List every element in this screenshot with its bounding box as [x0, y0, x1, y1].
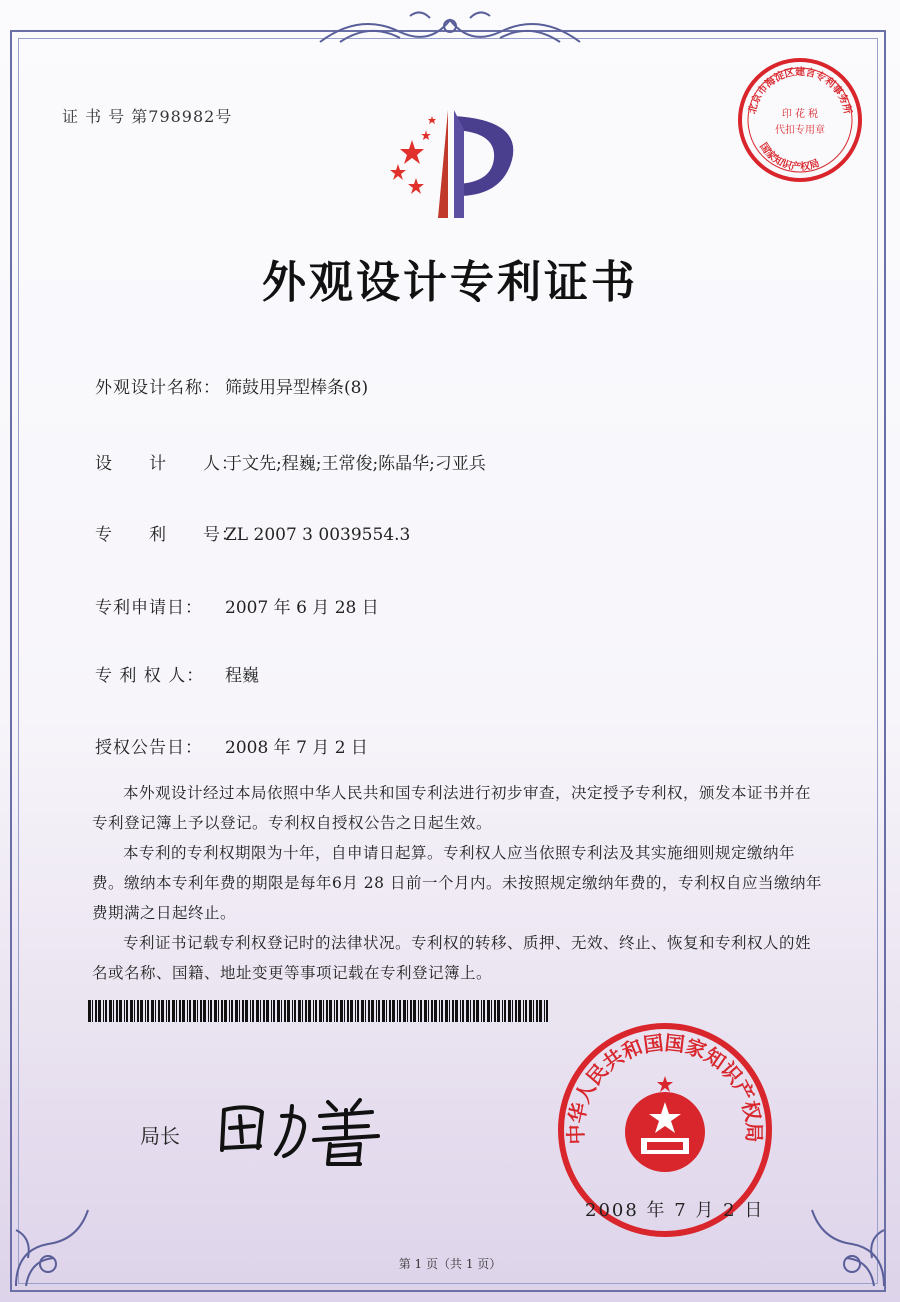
designer-label: 设 计 人： [95, 454, 239, 474]
certificate-title: 外观设计专利证书 [262, 257, 638, 308]
corner-ornament-icon [802, 1200, 892, 1290]
certificate-number: 证 书 号 第798982号 [62, 107, 233, 126]
patent-number-label: 专 利 号： [95, 525, 239, 545]
patent-number-row [95, 520, 410, 545]
grant-date-value: 2008 年 7 月 2 日 [225, 738, 368, 758]
svg-text:北京市海淀区建言专利事务所: 北京市海淀区建言专利事务所 [747, 66, 853, 116]
body-paragraph: 本外观设计经过本局依照中华人民共和国专利法进行初步审查，决定授予专利权，颁发本证书并在专利登记簿上予以登记。专利权自授权公告之日起生效。 [92, 784, 812, 832]
tax-stamp-seal [735, 55, 865, 185]
page-number: 第 1 页（共 1 页） [398, 1257, 502, 1271]
patentee-value: 程巍 [225, 666, 259, 686]
patent-office-logo-icon [372, 100, 532, 220]
design-name-label: 外观设计名称： [95, 378, 221, 398]
svg-text:印 花 税: 印 花 税 [781, 109, 819, 120]
application-date-label: 专利申请日： [95, 598, 203, 618]
director-label: 局长 [140, 1124, 180, 1148]
designer-row [95, 449, 486, 474]
body-paragraph: 本专利的专利权期限为十年，自申请日起算。专利权人应当依照专利法及其实施细则规定缴纳年费。缴纳本专利年费的期限是每年6月 28 日前一个月内。未按照规定缴纳年费的，专利权自应当缴纳年费期满之日起终止。 [92, 844, 822, 922]
director-signature [210, 1080, 410, 1170]
grant-date-label: 授权公告日： [95, 738, 203, 758]
application-date-value: 2007 年 6 月 28 日 [225, 598, 379, 618]
barcode [88, 1000, 553, 1022]
patent-number-value: ZL 2007 3 0039554.3 [225, 525, 411, 545]
svg-text:代扣专用章: 代扣专用章 [775, 125, 825, 136]
certificate-body [92, 778, 822, 988]
svg-text:中华人民共和国国家知识产权局: 中华人民共和国国家知识产权局 [563, 1030, 767, 1145]
svg-text:国家知识产权局: 国家知识产权局 [757, 141, 822, 174]
top-ornament-icon [300, 6, 600, 52]
design-name-row [95, 373, 368, 398]
issue-date: 2008 年 7 月 2 日 [585, 1200, 765, 1221]
design-name-value: 筛鼓用异型棒条(8) [225, 378, 369, 398]
patentee-row [95, 661, 259, 686]
patentee-label: 专 利 权 人： [95, 666, 205, 686]
body-paragraph: 专利证书记载专利权登记时的法律状况。专利权的转移、质押、无效、终止、恢复和专利权人的姓名或名称、国籍、地址变更等事项记载在专利登记簿上。 [92, 934, 812, 982]
grant-date-row [95, 733, 368, 758]
designer-value: 于文先;程巍;王常俊;陈晶华;刁亚兵 [225, 454, 486, 474]
application-date-row [95, 593, 379, 618]
corner-ornament-icon [8, 1200, 98, 1290]
